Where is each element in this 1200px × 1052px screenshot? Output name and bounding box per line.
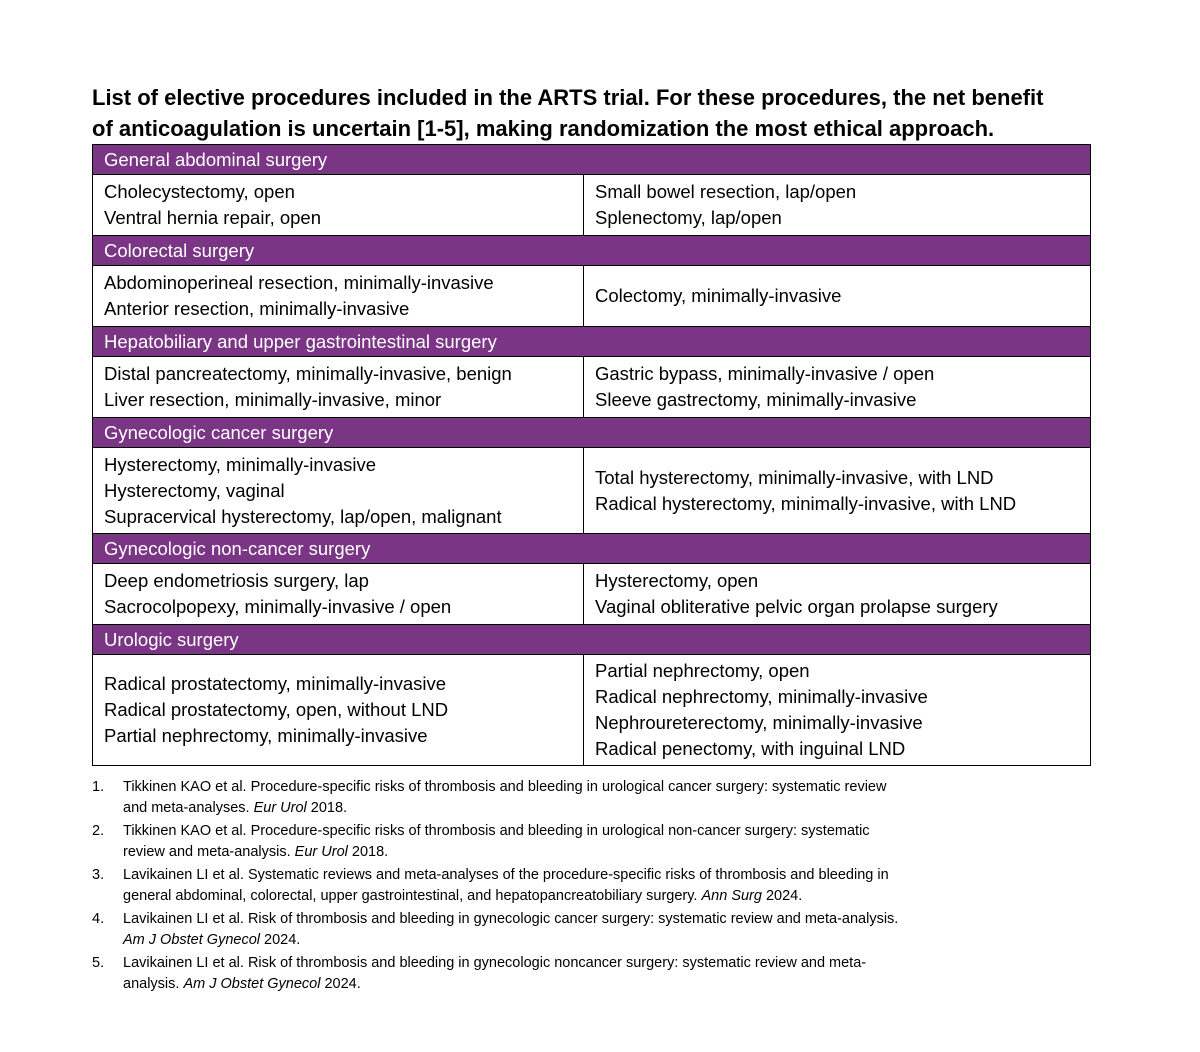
title-line-2: of anticoagulation is uncertain [1-5], making randomization the most ethical approach. <box>92 116 995 141</box>
section-title: Gynecologic cancer surgery <box>93 418 1091 448</box>
procedure-item: Nephroureterectomy, minimally-invasive <box>595 712 923 733</box>
reference-text-continued <box>123 842 992 863</box>
reference-number: 3. <box>92 867 105 883</box>
section-title: General abdominal surgery <box>93 145 1091 175</box>
right-cell <box>584 564 1091 625</box>
procedure-item: Small bowel resection, lap/open <box>595 181 857 202</box>
reference-item <box>92 909 992 950</box>
section-body-row <box>93 448 1091 534</box>
reference-journal: Eur Urol <box>253 799 307 816</box>
procedure-item: Partial nephrectomy, minimally-invasive <box>104 725 428 746</box>
reference-year: 2024. <box>260 931 301 948</box>
right-cell <box>584 266 1091 327</box>
procedure-item: Hysterectomy, vaginal <box>104 479 285 501</box>
reference-text-continued <box>123 798 992 819</box>
reference-text: Lavikainen LI et al. Risk of thrombosis and bleeding in gynecologic noncancer surgery: systematic review and meta- <box>123 955 867 971</box>
title-line-1: List of elective procedures included in the ARTS trial. For these procedures, the net benefit <box>92 85 1044 110</box>
reference-text: Lavikainen LI et al. Systematic reviews and meta-analyses of the procedure-specific risks of thrombosis and bleeding in <box>123 867 889 883</box>
left-cell <box>93 266 584 327</box>
procedure-item: Radical hysterectomy, minimally-invasive, with LND <box>595 492 1017 514</box>
reference-item <box>92 865 992 906</box>
procedure-item: Partial nephrectomy, open <box>595 660 810 681</box>
section-body-row <box>93 357 1091 418</box>
section-title: Gynecologic non-cancer surgery <box>93 534 1091 564</box>
reference-text-continued <box>123 974 992 995</box>
reference-text: Tikkinen KAO et al. Procedure-specific risks of thrombosis and bleeding in urological non-cancer surgery: systematic <box>123 823 870 839</box>
reference-year: 2018. <box>347 843 389 860</box>
left-cell <box>93 357 584 418</box>
left-cell <box>93 448 584 534</box>
reference-journal: Am J Obstet Gynecol <box>183 975 321 992</box>
reference-text: Tikkinen KAO et al. Procedure-specific risks of thrombosis and bleeding in urological cancer surgery: systematic review <box>123 779 887 795</box>
reference-journal: Ann Surg <box>701 887 762 904</box>
section-title: Hepatobiliary and upper gastrointestinal surgery <box>93 327 1091 357</box>
reference-item <box>92 821 992 862</box>
section-body-row <box>93 175 1091 236</box>
reference-number: 5. <box>92 955 105 971</box>
procedure-item: Colectomy, minimally-invasive <box>595 285 842 306</box>
procedure-item: Vaginal obliterative pelvic organ prolapse surgery <box>595 596 998 617</box>
procedure-item: Sacrocolpopexy, minimally-invasive / open <box>104 596 452 617</box>
section-header-row <box>93 236 1091 266</box>
section-title: Urologic surgery <box>93 625 1091 655</box>
procedure-item: Anterior resection, minimally-invasive <box>104 298 410 319</box>
section-header-row <box>93 534 1091 564</box>
reference-text: Lavikainen LI et al. Risk of thrombosis and bleeding in gynecologic cancer surgery: systematic review and meta-analysis. <box>123 911 899 927</box>
page-title <box>92 82 1102 144</box>
procedure-item: Radical prostatectomy, open, without LND <box>104 699 449 720</box>
section-body-row <box>93 564 1091 625</box>
procedure-item: Distal pancreatectomy, minimally-invasive, benign <box>104 363 512 384</box>
procedure-item: Deep endometriosis surgery, lap <box>104 570 369 591</box>
reference-text: review and meta-analysis. <box>123 843 295 860</box>
reference-item <box>92 953 992 994</box>
section-header-row <box>93 145 1091 175</box>
reference-item <box>92 777 992 818</box>
left-cell <box>93 564 584 625</box>
procedure-item: Radical prostatectomy, minimally-invasive <box>104 673 447 694</box>
reference-journal: Eur Urol <box>294 843 348 860</box>
reference-number: 4. <box>92 911 105 927</box>
right-cell <box>584 448 1091 534</box>
left-cell <box>93 175 584 236</box>
procedure-item: Radical penectomy, with inguinal LND <box>595 738 906 759</box>
procedure-item: Hysterectomy, minimally-invasive <box>104 453 377 475</box>
procedure-item: Liver resection, minimally-invasive, minor <box>104 389 442 410</box>
procedure-item: Hysterectomy, open <box>595 570 759 591</box>
right-cell <box>584 655 1091 766</box>
reference-year: 2024. <box>320 975 361 992</box>
reference-number: 2. <box>92 823 105 839</box>
procedure-item: Gastric bypass, minimally-invasive / open <box>595 363 935 384</box>
right-cell <box>584 357 1091 418</box>
procedure-item: Splenectomy, lap/open <box>595 207 782 228</box>
reference-number: 1. <box>92 779 105 795</box>
section-title: Colorectal surgery <box>93 236 1091 266</box>
procedures-table <box>92 144 1091 766</box>
right-cell <box>584 175 1091 236</box>
procedure-item: Abdominoperineal resection, minimally-invasive <box>104 272 494 293</box>
left-cell <box>93 655 584 766</box>
reference-journal: Am J Obstet Gynecol <box>123 931 260 948</box>
references-list <box>92 777 992 997</box>
section-header-row <box>93 625 1091 655</box>
procedure-item: Cholecystectomy, open <box>104 181 295 202</box>
section-body-row <box>93 266 1091 327</box>
procedure-item: Total hysterectomy, minimally-invasive, with LND <box>595 466 994 488</box>
reference-text: analysis. <box>123 975 184 992</box>
section-header-row <box>93 327 1091 357</box>
procedure-item: Supracervical hysterectomy, lap/open, malignant <box>104 505 502 527</box>
procedure-item: Radical nephrectomy, minimally-invasive <box>595 686 928 707</box>
procedure-item: Sleeve gastrectomy, minimally-invasive <box>595 389 917 410</box>
reference-text: general abdominal, colorectal, upper gastrointestinal, and hepatopancreatobiliary surgery. <box>123 887 702 904</box>
section-header-row <box>93 418 1091 448</box>
reference-year: 2018. <box>306 799 348 816</box>
reference-text-continued <box>123 886 992 907</box>
section-body-row <box>93 655 1091 766</box>
reference-year: 2024. <box>761 887 803 904</box>
procedure-item: Ventral hernia repair, open <box>104 207 322 228</box>
reference-text-continued <box>123 930 992 951</box>
reference-text: and meta-analyses. <box>123 799 254 816</box>
